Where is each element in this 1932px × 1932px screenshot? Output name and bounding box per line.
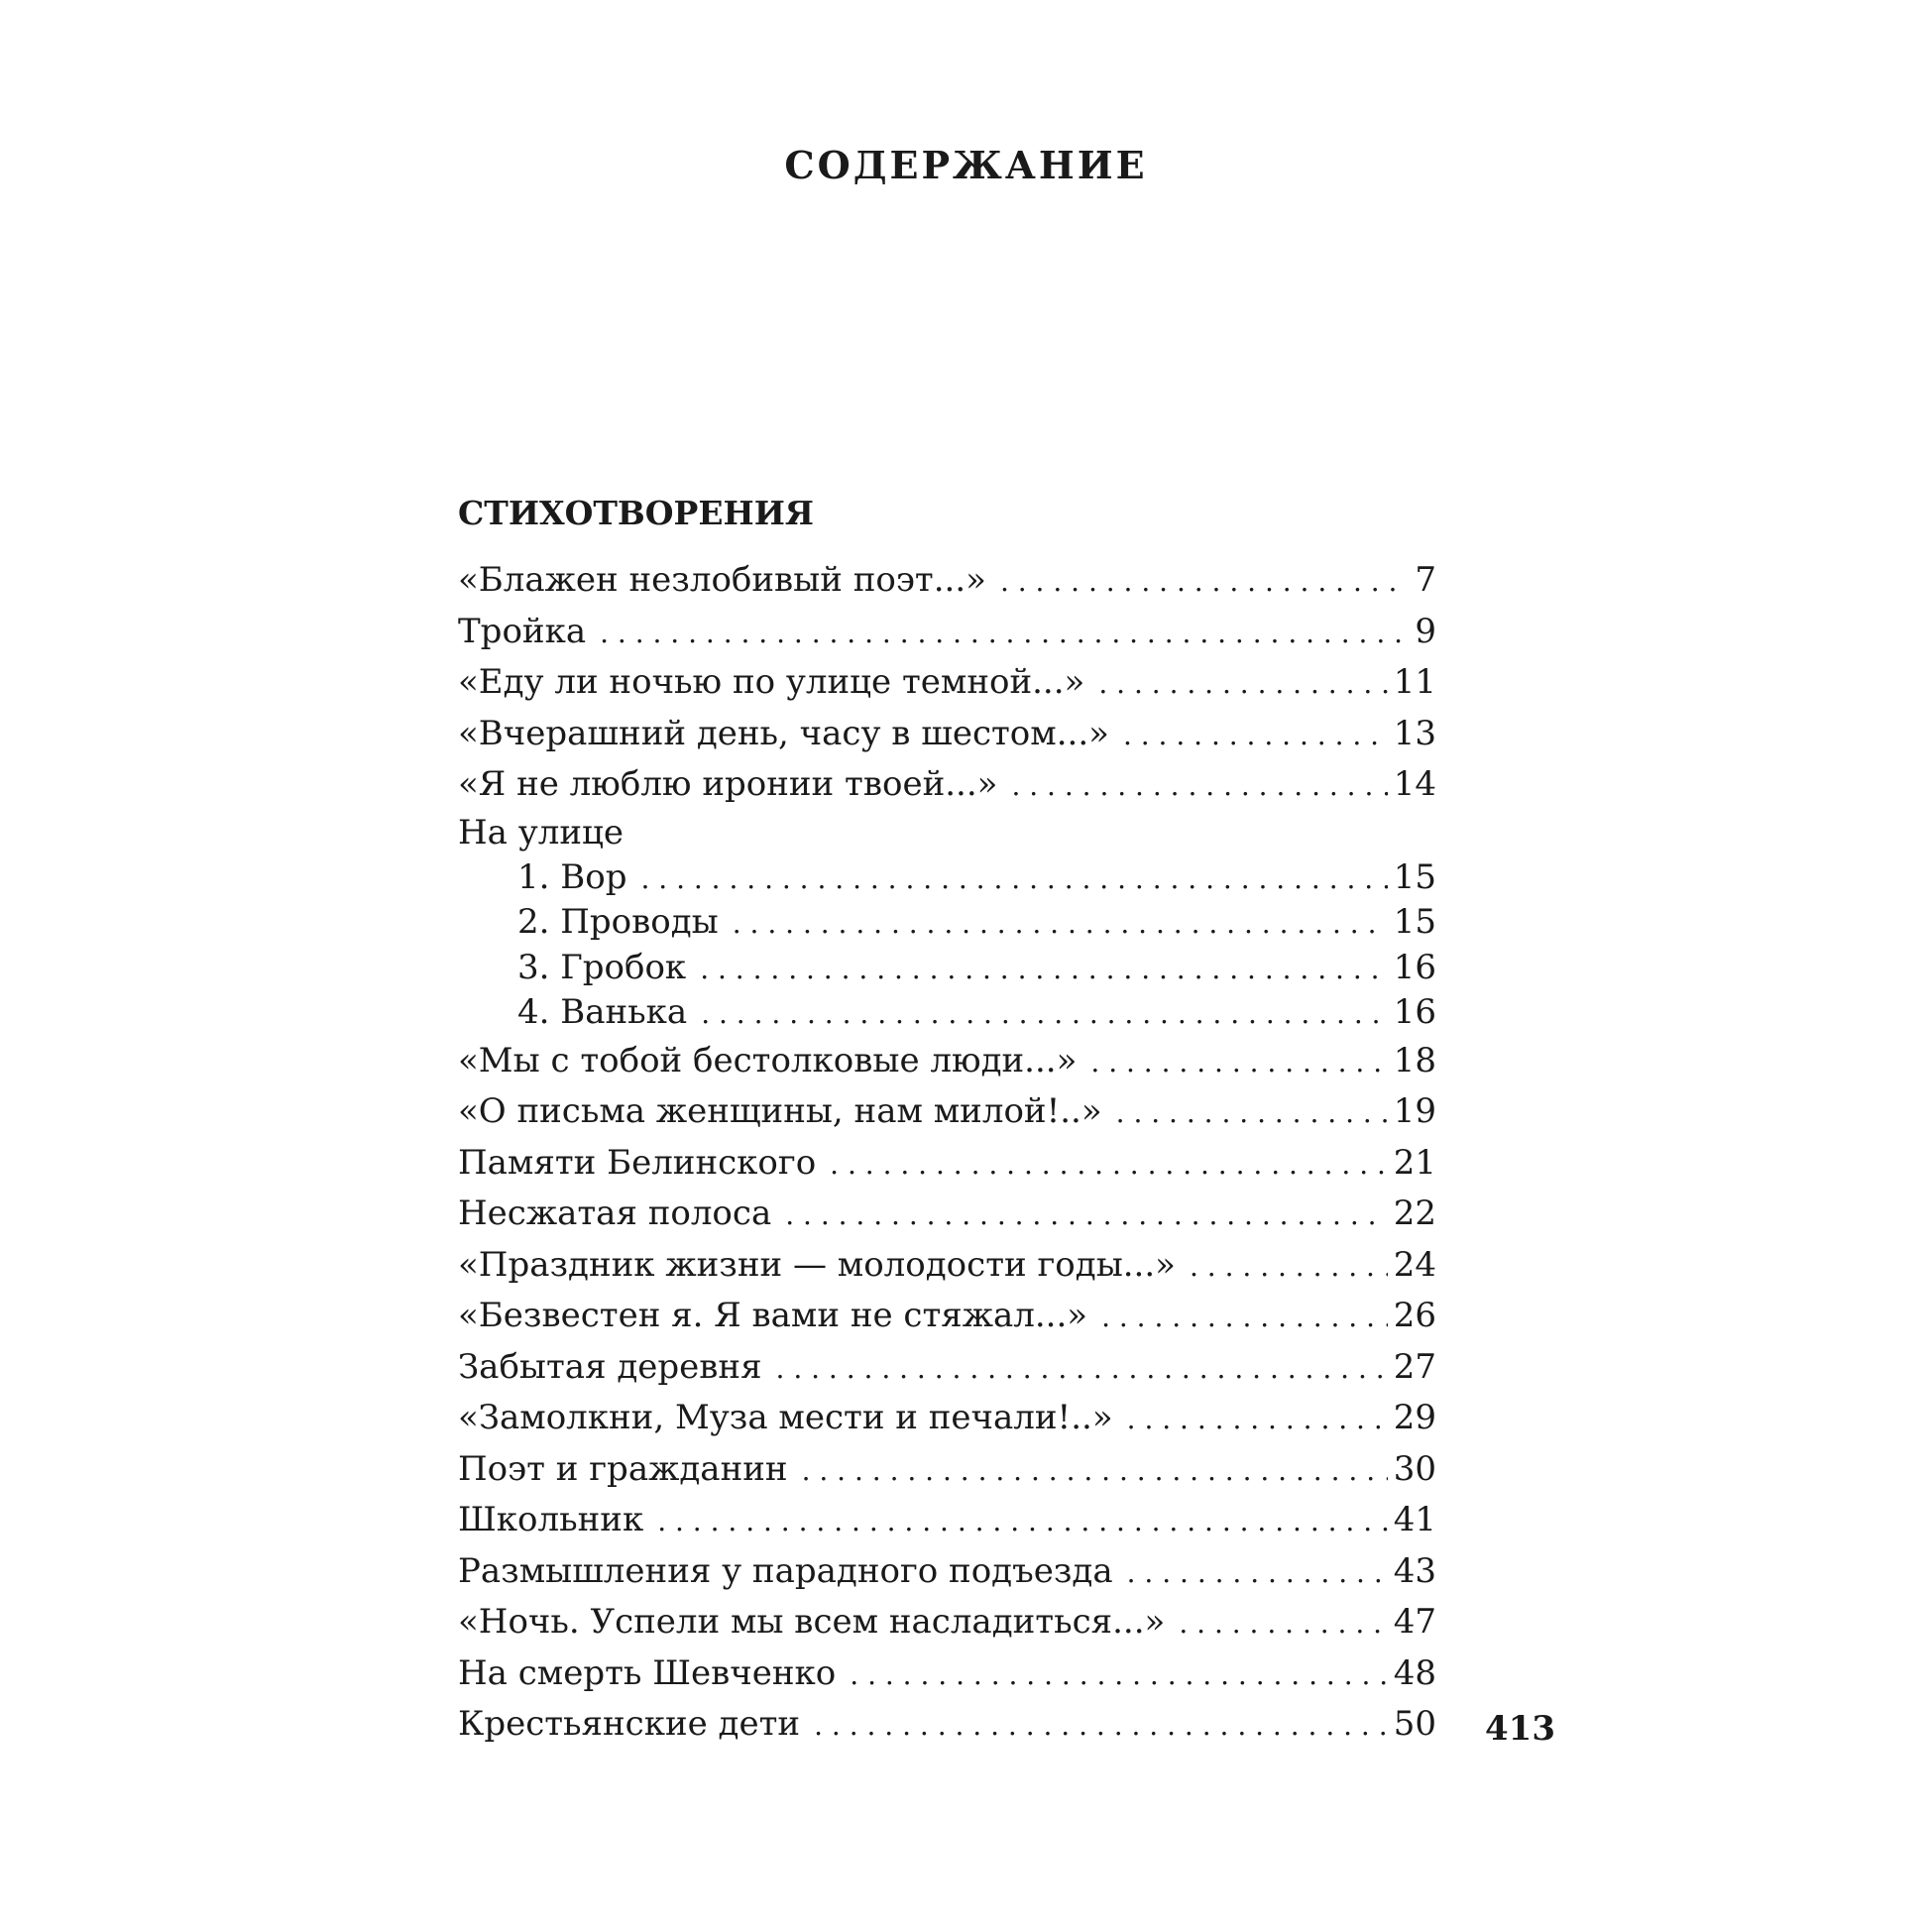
toc-entry-title: Несжатая полоса [458,1193,772,1233]
toc-entry[interactable] [458,555,1436,607]
dot-leader [640,856,1387,902]
toc-entry-title: «Я не люблю иронии твоей...» [458,764,998,804]
toc-entry-title: «Безвестен я. Я вами не стяжал...» [458,1296,1088,1335]
toc-group-title [458,811,1436,855]
toc-entry-page: 26 [1393,1296,1436,1335]
dot-leader [1123,710,1388,761]
dot-leader [657,1496,1388,1547]
toc-entry-page: 9 [1415,611,1436,651]
dot-leader [1116,1087,1388,1139]
toc-entry[interactable] [458,759,1436,811]
toc-entry-page: 15 [1393,902,1436,942]
toc-entry[interactable] [458,1240,1436,1292]
toc-entry-title: «О письма женщины, нам милой!..» [458,1091,1102,1131]
toc-entry[interactable] [458,1546,1436,1598]
toc-entry-title: «Мы с тобой бестолковые люди...» [458,1040,1078,1080]
toc-entry-title: Школьник [458,1500,644,1539]
toc-entry[interactable] [458,1648,1436,1700]
toc-entry[interactable] [458,1393,1436,1444]
toc-entry-page: 48 [1393,1652,1436,1693]
toc-entry-page: 27 [1393,1346,1436,1387]
toc-entry[interactable] [458,1138,1436,1190]
toc-entry[interactable] [458,1444,1436,1496]
toc-entry[interactable] [458,1291,1436,1342]
toc-entry-page: 41 [1393,1500,1436,1539]
toc-entry-title: «Праздник жизни — молодости годы...» [458,1244,1176,1285]
toc-entry-page: 19 [1393,1091,1436,1131]
toc-entry-page: 16 [1393,947,1436,987]
toc-entry-title: 3. Гробок [517,947,687,987]
dot-leader [814,1700,1388,1752]
toc-entry-page: 30 [1393,1448,1436,1489]
toc-entry-title: «Блажен незлобивый поэт...» [458,560,986,600]
dot-leader [802,1445,1388,1497]
toc-entry[interactable] [458,1036,1436,1087]
toc-entry[interactable] [458,607,1436,658]
toc-entry[interactable] [458,1189,1436,1240]
toc-entry[interactable] [458,1086,1436,1138]
dot-leader [1011,760,1387,812]
dot-leader [701,991,1388,1037]
toc-entry-page: 50 [1393,1704,1436,1744]
table-of-contents [458,555,1436,1751]
toc-entry-title: Поэт и гражданин [458,1448,788,1489]
dot-leader [1190,1241,1388,1293]
toc-subentry[interactable] [458,946,1436,991]
page-title: СОДЕРЖАНИЕ [784,143,1148,187]
toc-entry-title: На смерть Шевченко [458,1652,837,1693]
dot-leader [830,1139,1388,1191]
dot-leader [776,1343,1388,1395]
toc-entry-title: «Ночь. Успели мы всем насладиться...» [458,1602,1166,1642]
dot-leader [785,1190,1388,1241]
toc-entry-page: 43 [1393,1550,1436,1591]
toc-entry[interactable] [458,657,1436,709]
toc-entry-page: 15 [1393,856,1436,897]
page-number: 413 [1485,1709,1555,1749]
dot-leader [1127,1394,1388,1445]
toc-entry-page: 29 [1393,1398,1436,1437]
toc-entry-title: Крестьянские дети [458,1704,801,1744]
toc-entry-page: 22 [1393,1193,1436,1233]
toc-subentry[interactable] [458,900,1436,946]
toc-entry-page: 13 [1393,713,1436,753]
toc-entry[interactable] [458,709,1436,760]
toc-entry-title: «Замолкни, Муза мести и печали!..» [458,1398,1113,1437]
toc-entry-title: Размышления у парадного подъезда [458,1550,1113,1591]
toc-entry-title: Забытая деревня [458,1346,762,1387]
toc-entry-page: 18 [1393,1040,1436,1080]
section-heading: СТИХОТВОРЕНИЯ [458,494,814,532]
toc-entry[interactable] [458,1342,1436,1394]
toc-entry-title: 2. Проводы [517,902,719,942]
toc-entry[interactable] [458,1597,1436,1648]
toc-entry-page: 7 [1415,560,1436,600]
toc-entry-page: 16 [1393,992,1436,1032]
dot-leader [1179,1598,1387,1649]
toc-entry-title: 4. Ванька [517,992,688,1032]
dot-leader [600,608,1401,659]
toc-entry-title: «Вчерашний день, часу в шестом...» [458,713,1109,753]
toc-entry[interactable] [458,1699,1436,1751]
toc-entry-title: 1. Вор [517,856,627,897]
dot-leader [700,947,1388,992]
toc-entry-title: Памяти Белинского [458,1142,817,1183]
dot-leader [850,1649,1387,1701]
toc-entry-page: 14 [1393,764,1436,804]
toc-entry-page: 21 [1393,1142,1436,1183]
dot-leader [1101,1292,1388,1343]
toc-entry-page: 24 [1393,1244,1436,1285]
toc-entry-title: «Еду ли ночью по улице темной...» [458,662,1085,702]
toc-entry-title: Тройка [458,611,587,651]
dot-leader [1127,1547,1388,1599]
toc-subentry[interactable] [458,855,1436,901]
toc-subentry[interactable] [458,990,1436,1036]
dot-leader [1000,556,1401,608]
toc-entry-title: На улице [458,812,624,852]
toc-entry[interactable] [458,1495,1436,1546]
dot-leader [733,901,1388,947]
dot-leader [1090,1037,1387,1088]
dot-leader [1098,658,1387,710]
toc-entry-page: 47 [1393,1602,1436,1642]
toc-entry-page: 11 [1393,662,1436,702]
